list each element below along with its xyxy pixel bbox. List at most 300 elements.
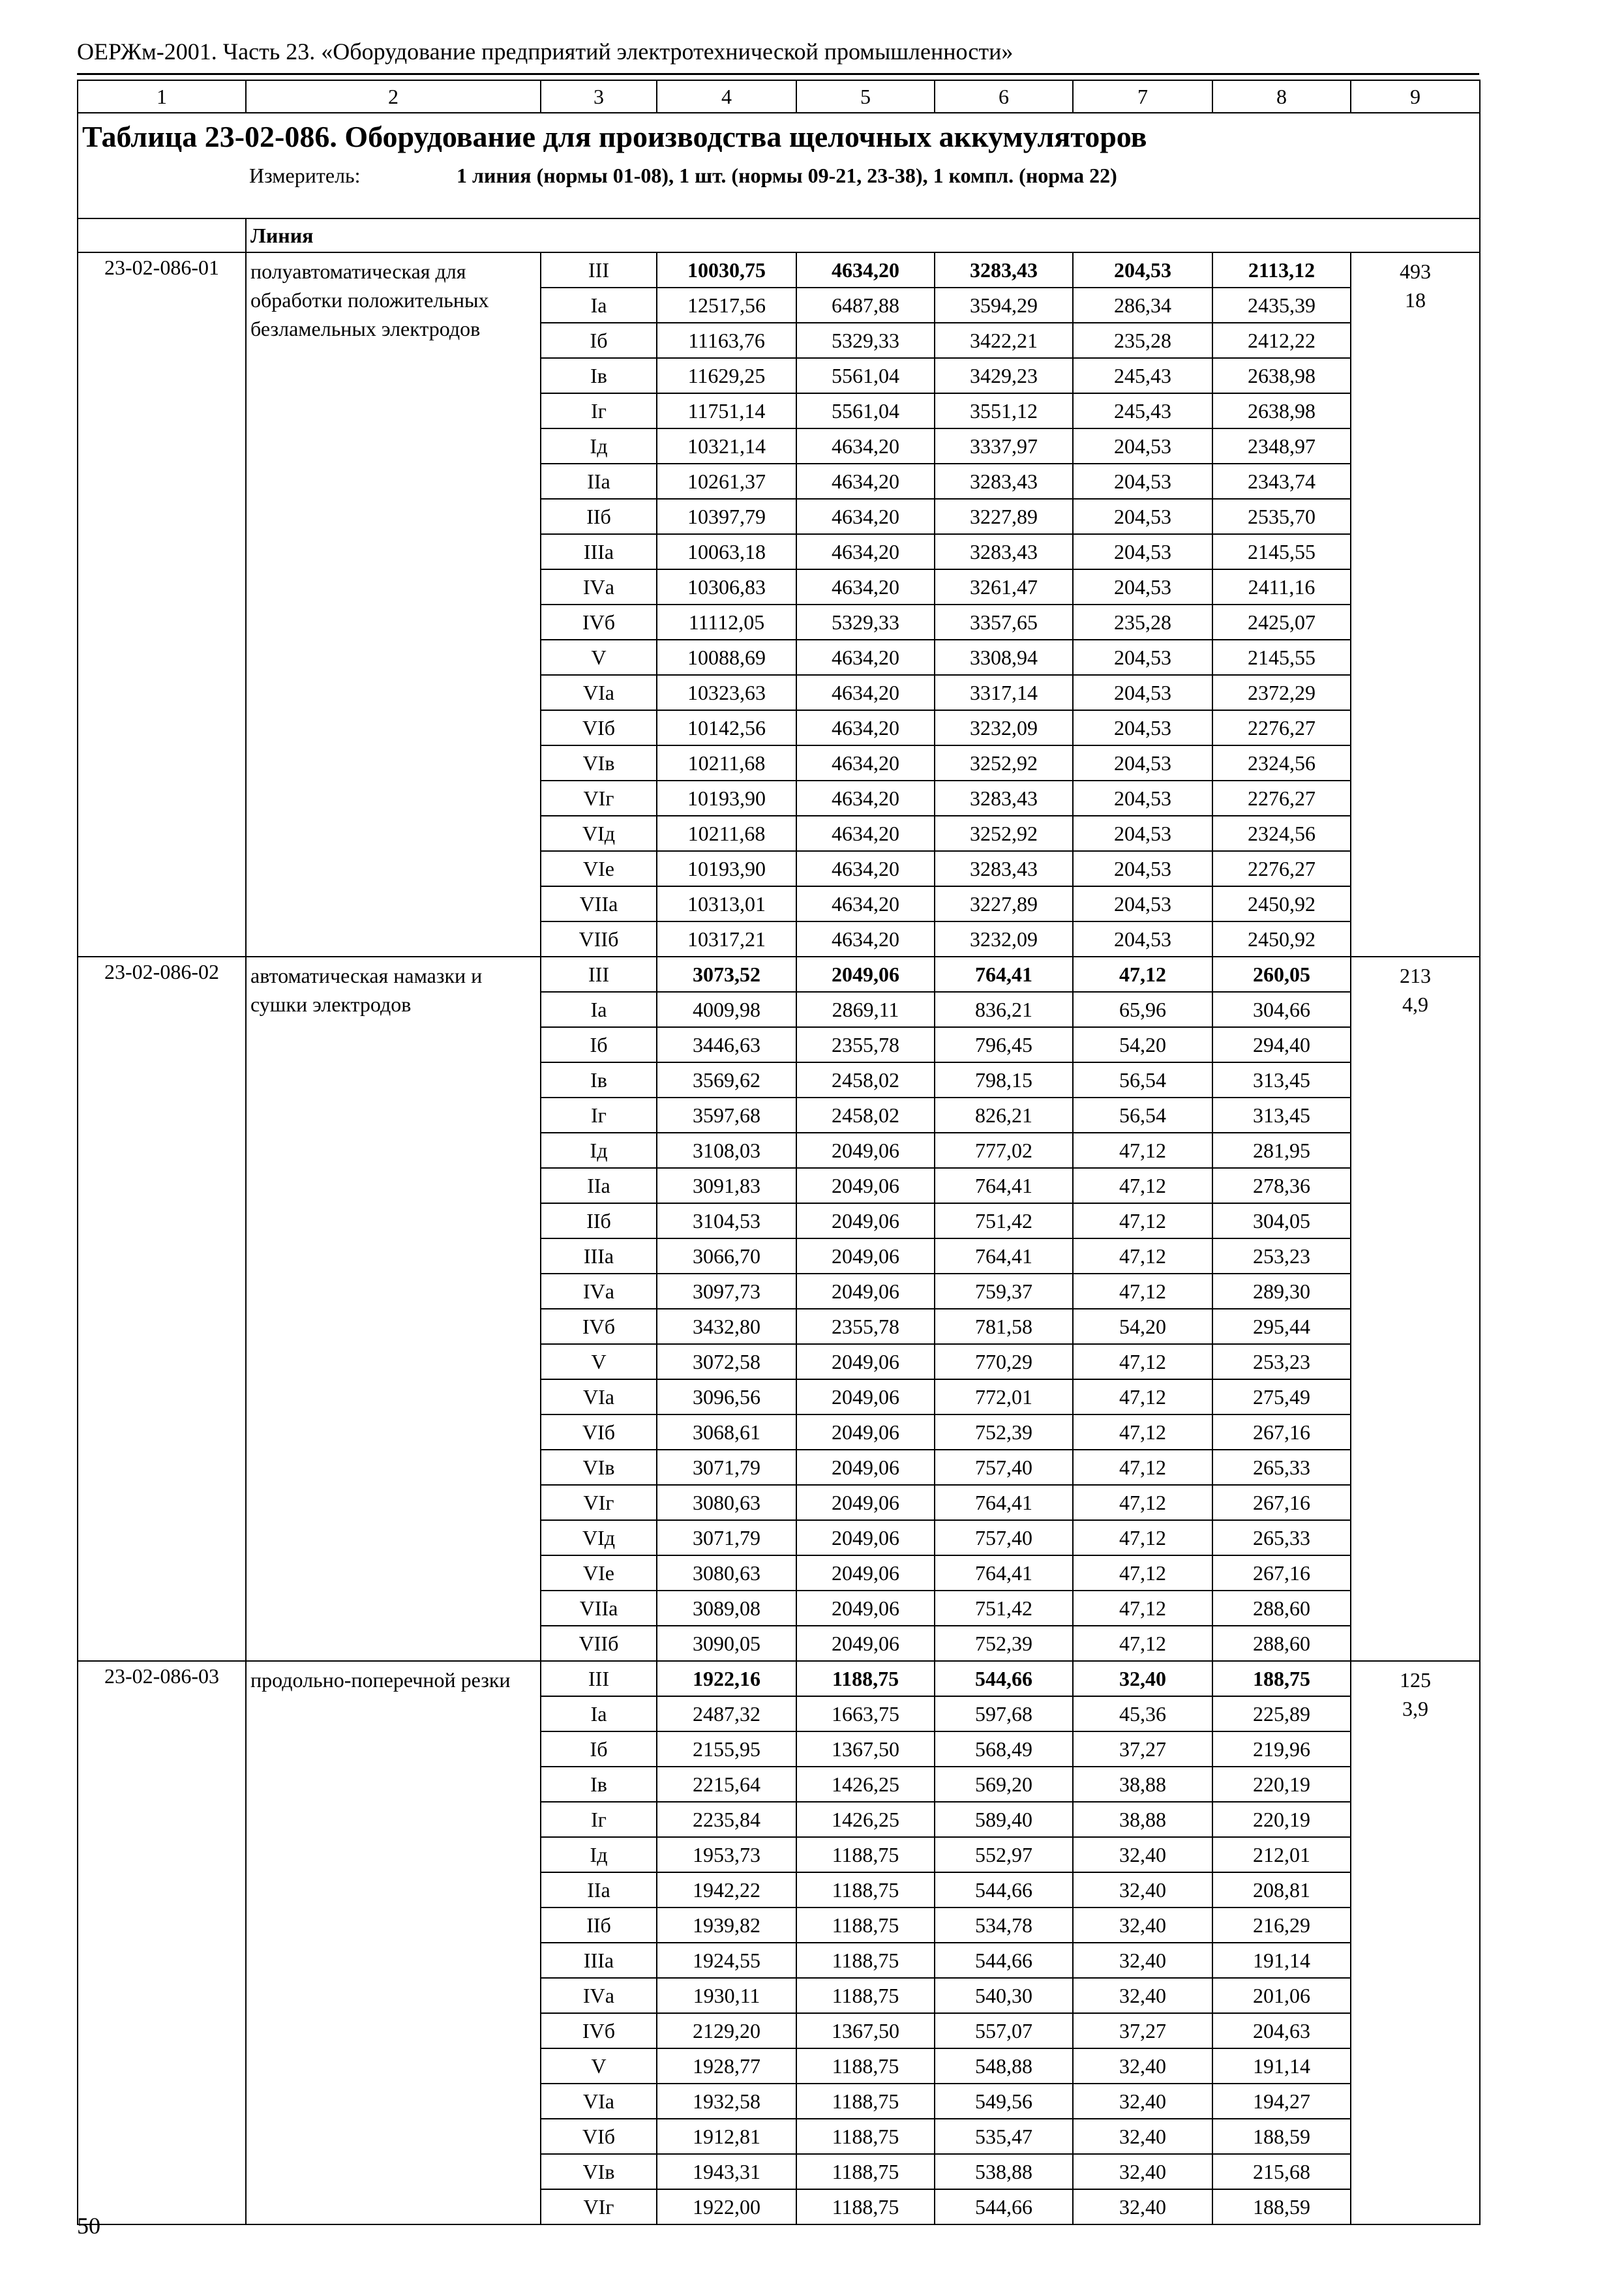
column-number: 8 <box>1212 80 1351 113</box>
value-cell: 235,28 <box>1073 323 1212 358</box>
zone-code: Iб <box>541 1027 657 1062</box>
zone-code: VIа <box>541 675 657 710</box>
value-cell: 589,40 <box>935 1802 1073 1837</box>
value-cell: 4634,20 <box>796 464 935 499</box>
value-cell: 32,40 <box>1073 1872 1212 1908</box>
zone-code: Iв <box>541 358 657 393</box>
section-row <box>78 218 1480 252</box>
value-cell: 38,88 <box>1073 1767 1212 1802</box>
value-cell: 3097,73 <box>657 1274 796 1309</box>
value-cell: 569,20 <box>935 1767 1073 1802</box>
value-cell: 10321,14 <box>657 428 796 464</box>
zone-code: VIIа <box>541 886 657 921</box>
value-cell: 548,88 <box>935 2048 1073 2084</box>
value-cell: 2113,12 <box>1212 252 1351 288</box>
value-cell: 770,29 <box>935 1344 1073 1379</box>
value-cell: 3068,61 <box>657 1414 796 1450</box>
value-cell: 2458,02 <box>796 1098 935 1133</box>
value-cell: 759,37 <box>935 1274 1073 1309</box>
column-9-value: 4,9 <box>1402 993 1428 1017</box>
value-cell: 220,19 <box>1212 1802 1351 1837</box>
meter-value: 1 линия (нормы 01-08), 1 шт. (нормы 09-21, 23-38), 1 компл. (норма 22) <box>457 163 1117 187</box>
value-cell: 2049,06 <box>796 1133 935 1168</box>
value-cell: 4634,20 <box>796 781 935 816</box>
value-cell: 2435,39 <box>1212 288 1351 323</box>
value-cell: 796,45 <box>935 1027 1073 1062</box>
zone-code: VIд <box>541 1520 657 1555</box>
meter-line <box>82 165 1475 186</box>
value-cell: 204,53 <box>1073 816 1212 851</box>
value-cell: 2049,06 <box>796 1379 935 1414</box>
value-cell: 265,33 <box>1212 1450 1351 1485</box>
title-cell <box>78 113 1480 218</box>
value-cell: 3432,80 <box>657 1309 796 1344</box>
value-cell: 6487,88 <box>796 288 935 323</box>
value-cell: 32,40 <box>1073 1943 1212 1978</box>
value-cell: 3227,89 <box>935 499 1073 534</box>
value-cell: 204,53 <box>1073 710 1212 745</box>
zone-code: VIа <box>541 2084 657 2119</box>
value-cell: 3308,94 <box>935 640 1073 675</box>
value-cell: 3071,79 <box>657 1520 796 1555</box>
value-cell: 3569,62 <box>657 1062 796 1098</box>
value-cell: 295,44 <box>1212 1309 1351 1344</box>
value-cell: 304,66 <box>1212 992 1351 1027</box>
zone-code: VIIб <box>541 921 657 957</box>
value-cell: 204,53 <box>1073 428 1212 464</box>
zone-code: VIв <box>541 1450 657 1485</box>
value-cell: 245,43 <box>1073 358 1212 393</box>
value-cell: 1188,75 <box>796 1978 935 2013</box>
value-cell: 3597,68 <box>657 1098 796 1133</box>
column-number: 9 <box>1351 80 1480 113</box>
value-cell: 751,42 <box>935 1591 1073 1626</box>
value-cell: 2638,98 <box>1212 393 1351 428</box>
value-cell: 4634,20 <box>796 745 935 781</box>
table-title: Таблица 23-02-086. Оборудование для производства щелочных аккумуляторов <box>82 120 1147 153</box>
zone-code: Iг <box>541 1802 657 1837</box>
value-cell: 3429,23 <box>935 358 1073 393</box>
value-cell: 544,66 <box>935 2189 1073 2224</box>
value-cell: 47,12 <box>1073 1414 1212 1450</box>
value-cell: 10088,69 <box>657 640 796 675</box>
value-cell: 2145,55 <box>1212 640 1351 675</box>
value-cell: 597,68 <box>935 1696 1073 1731</box>
column-9-value: 3,9 <box>1402 1697 1428 1721</box>
value-cell: 265,33 <box>1212 1520 1351 1555</box>
column-number: 6 <box>935 80 1073 113</box>
value-cell: 4634,20 <box>796 921 935 957</box>
value-cell: 11629,25 <box>657 358 796 393</box>
zone-code: Iа <box>541 992 657 1027</box>
value-cell: 1188,75 <box>796 2119 935 2154</box>
value-cell: 3337,97 <box>935 428 1073 464</box>
value-cell: 3317,14 <box>935 675 1073 710</box>
norm-description: полуавтоматическая для обработки положительных безламельных электродов <box>246 252 541 957</box>
value-cell: 47,12 <box>1073 1379 1212 1414</box>
value-cell: 47,12 <box>1073 1133 1212 1168</box>
value-cell: 2425,07 <box>1212 605 1351 640</box>
value-cell: 4634,20 <box>796 640 935 675</box>
value-cell: 549,56 <box>935 2084 1073 2119</box>
value-cell: 47,12 <box>1073 1344 1212 1379</box>
table-row <box>78 1661 1480 1696</box>
value-cell: 245,43 <box>1073 393 1212 428</box>
value-cell: 772,01 <box>935 1379 1073 1414</box>
value-cell: 47,12 <box>1073 1520 1212 1555</box>
value-cell: 289,30 <box>1212 1274 1351 1309</box>
value-cell: 752,39 <box>935 1414 1073 1450</box>
value-cell: 313,45 <box>1212 1062 1351 1098</box>
zone-code: IVб <box>541 2013 657 2048</box>
value-cell: 10030,75 <box>657 252 796 288</box>
zone-code: VIе <box>541 1555 657 1591</box>
value-cell: 826,21 <box>935 1098 1073 1133</box>
table-row <box>78 252 1480 288</box>
zone-code: VIг <box>541 2189 657 2224</box>
value-cell: 544,66 <box>935 1661 1073 1696</box>
value-cell: 204,53 <box>1073 640 1212 675</box>
zone-code: Iв <box>541 1767 657 1802</box>
value-cell: 3080,63 <box>657 1555 796 1591</box>
value-cell: 32,40 <box>1073 1837 1212 1872</box>
value-cell: 204,53 <box>1073 886 1212 921</box>
column-9-value: 493 <box>1400 260 1431 283</box>
column-number: 3 <box>541 80 657 113</box>
value-cell: 32,40 <box>1073 2084 1212 2119</box>
value-cell: 3283,43 <box>935 781 1073 816</box>
value-cell: 3091,83 <box>657 1168 796 1203</box>
value-cell: 54,20 <box>1073 1027 1212 1062</box>
value-cell: 204,53 <box>1073 499 1212 534</box>
value-cell: 4634,20 <box>796 851 935 886</box>
value-cell: 2155,95 <box>657 1731 796 1767</box>
zone-code: Iд <box>541 1837 657 1872</box>
value-cell: 2355,78 <box>796 1309 935 1344</box>
column-number-row <box>78 80 1480 113</box>
value-cell: 2049,06 <box>796 1626 935 1661</box>
norm-code: 23-02-086-02 <box>78 957 246 1661</box>
value-cell: 253,23 <box>1212 1238 1351 1274</box>
zone-code: VIа <box>541 1379 657 1414</box>
value-cell: 1426,25 <box>796 1767 935 1802</box>
value-cell: 2276,27 <box>1212 710 1351 745</box>
value-cell: 10323,63 <box>657 675 796 710</box>
section-label: Линия <box>246 218 1480 252</box>
value-cell: 1912,81 <box>657 2119 796 2154</box>
value-cell: 3071,79 <box>657 1450 796 1485</box>
value-cell: 1188,75 <box>796 2189 935 2224</box>
value-cell: 836,21 <box>935 992 1073 1027</box>
value-cell: 37,27 <box>1073 2013 1212 2048</box>
zone-code: VIб <box>541 2119 657 2154</box>
column-9-value: 213 <box>1400 964 1431 987</box>
value-cell: 54,20 <box>1073 1309 1212 1344</box>
zone-code: VIв <box>541 745 657 781</box>
value-cell: 1943,31 <box>657 2154 796 2189</box>
norm-code: 23-02-086-03 <box>78 1661 246 2224</box>
value-cell: 2049,06 <box>796 1520 935 1555</box>
value-cell: 568,49 <box>935 1731 1073 1767</box>
value-cell: 2049,06 <box>796 1344 935 1379</box>
value-cell: 4634,20 <box>796 428 935 464</box>
running-header: ОЕРЖм-2001. Часть 23. «Оборудование предприятий электротехнической промышленности» <box>77 38 1014 65</box>
value-cell: 216,29 <box>1212 1908 1351 1943</box>
zone-code: VIб <box>541 710 657 745</box>
value-cell: 757,40 <box>935 1520 1073 1555</box>
value-cell: 47,12 <box>1073 1450 1212 1485</box>
value-cell: 757,40 <box>935 1450 1073 1485</box>
value-cell: 2450,92 <box>1212 886 1351 921</box>
zone-code: Iд <box>541 1133 657 1168</box>
column-number: 2 <box>246 80 541 113</box>
value-cell: 220,19 <box>1212 1767 1351 1802</box>
zone-code: V <box>541 640 657 675</box>
value-cell: 204,63 <box>1212 2013 1351 2048</box>
column-9-value: 125 <box>1400 1668 1431 1692</box>
value-cell: 204,53 <box>1073 569 1212 605</box>
value-cell: 2372,29 <box>1212 675 1351 710</box>
value-cell: 10306,83 <box>657 569 796 605</box>
value-cell: 47,12 <box>1073 1274 1212 1309</box>
value-cell: 208,81 <box>1212 1872 1351 1908</box>
value-cell: 2355,78 <box>796 1027 935 1062</box>
zone-code: IVб <box>541 605 657 640</box>
value-cell: 4009,98 <box>657 992 796 1027</box>
zone-code: III <box>541 252 657 288</box>
value-cell: 65,96 <box>1073 992 1212 1027</box>
value-cell: 2049,06 <box>796 1203 935 1238</box>
value-cell: 4634,20 <box>796 534 935 569</box>
value-cell: 188,59 <box>1212 2119 1351 2154</box>
value-cell: 1922,16 <box>657 1661 796 1696</box>
value-cell: 3261,47 <box>935 569 1073 605</box>
zone-code: VIг <box>541 1485 657 1520</box>
meter-label: Измеритель: <box>249 163 361 187</box>
value-cell: 5329,33 <box>796 323 935 358</box>
value-cell: 32,40 <box>1073 1908 1212 1943</box>
value-cell: 10193,90 <box>657 851 796 886</box>
value-cell: 4634,20 <box>796 569 935 605</box>
value-cell: 47,12 <box>1073 1203 1212 1238</box>
value-cell: 281,95 <box>1212 1133 1351 1168</box>
value-cell: 56,54 <box>1073 1098 1212 1133</box>
value-cell: 215,68 <box>1212 2154 1351 2189</box>
value-cell: 3357,65 <box>935 605 1073 640</box>
value-cell: 777,02 <box>935 1133 1073 1168</box>
value-cell: 1188,75 <box>796 1872 935 1908</box>
value-cell: 534,78 <box>935 1908 1073 1943</box>
value-cell: 288,60 <box>1212 1626 1351 1661</box>
value-cell: 1922,00 <box>657 2189 796 2224</box>
value-cell: 304,05 <box>1212 1203 1351 1238</box>
norm-code: 23-02-086-01 <box>78 252 246 957</box>
value-cell: 194,27 <box>1212 2084 1351 2119</box>
value-cell: 188,59 <box>1212 2189 1351 2224</box>
value-cell: 288,60 <box>1212 1591 1351 1626</box>
value-cell: 2343,74 <box>1212 464 1351 499</box>
value-cell: 188,75 <box>1212 1661 1351 1696</box>
value-cell: 4634,20 <box>796 675 935 710</box>
value-cell: 10261,37 <box>657 464 796 499</box>
value-cell: 3283,43 <box>935 252 1073 288</box>
value-cell: 253,23 <box>1212 1344 1351 1379</box>
zone-code: IIа <box>541 464 657 499</box>
value-cell: 32,40 <box>1073 2048 1212 2084</box>
zone-code: Iб <box>541 1731 657 1767</box>
value-cell: 535,47 <box>935 2119 1073 2154</box>
column-number: 1 <box>78 80 246 113</box>
zone-code: IIб <box>541 1203 657 1238</box>
zone-code: IVб <box>541 1309 657 1344</box>
value-cell: 1188,75 <box>796 1908 935 1943</box>
value-cell: 781,58 <box>935 1309 1073 1344</box>
value-cell: 275,49 <box>1212 1379 1351 1414</box>
value-cell: 10142,56 <box>657 710 796 745</box>
value-cell: 204,53 <box>1073 921 1212 957</box>
zone-code: VIе <box>541 851 657 886</box>
value-cell: 1367,50 <box>796 1731 935 1767</box>
value-cell: 1188,75 <box>796 1943 935 1978</box>
zone-code: IIа <box>541 1872 657 1908</box>
value-cell: 1663,75 <box>796 1696 935 1731</box>
zone-code: IIб <box>541 1908 657 1943</box>
value-cell: 1942,22 <box>657 1872 796 1908</box>
zone-code: IIб <box>541 499 657 534</box>
value-cell: 3072,58 <box>657 1344 796 1379</box>
value-cell: 751,42 <box>935 1203 1073 1238</box>
value-cell: 10063,18 <box>657 534 796 569</box>
value-cell: 2276,27 <box>1212 781 1351 816</box>
value-cell: 2049,06 <box>796 1168 935 1203</box>
value-cell: 32,40 <box>1073 2154 1212 2189</box>
value-cell: 10317,21 <box>657 921 796 957</box>
value-cell: 764,41 <box>935 1168 1073 1203</box>
value-cell: 56,54 <box>1073 1062 1212 1098</box>
value-cell: 10211,68 <box>657 816 796 851</box>
value-cell: 3551,12 <box>935 393 1073 428</box>
value-cell: 204,53 <box>1073 745 1212 781</box>
value-cell: 11112,05 <box>657 605 796 640</box>
value-cell: 3096,56 <box>657 1379 796 1414</box>
value-cell: 2535,70 <box>1212 499 1351 534</box>
column-number: 5 <box>796 80 935 113</box>
value-cell: 798,15 <box>935 1062 1073 1098</box>
value-cell: 10193,90 <box>657 781 796 816</box>
zone-code: Iг <box>541 393 657 428</box>
column-9-cell <box>1351 252 1480 957</box>
value-cell: 47,12 <box>1073 1555 1212 1591</box>
value-cell: 278,36 <box>1212 1168 1351 1203</box>
value-cell: 540,30 <box>935 1978 1073 2013</box>
value-cell: 2276,27 <box>1212 851 1351 886</box>
zone-code: VIб <box>541 1414 657 1450</box>
value-cell: 10211,68 <box>657 745 796 781</box>
value-cell: 4634,20 <box>796 499 935 534</box>
value-cell: 3232,09 <box>935 921 1073 957</box>
value-cell: 3108,03 <box>657 1133 796 1168</box>
value-cell: 47,12 <box>1073 1626 1212 1661</box>
value-cell: 764,41 <box>935 1238 1073 1274</box>
zone-code: V <box>541 2048 657 2084</box>
section-empty-cell <box>78 218 246 252</box>
value-cell: 2049,06 <box>796 957 935 992</box>
value-cell: 1930,11 <box>657 1978 796 2013</box>
column-number: 7 <box>1073 80 1212 113</box>
value-cell: 32,40 <box>1073 1978 1212 2013</box>
zone-code: VIв <box>541 2154 657 2189</box>
page-number: 50 <box>77 2213 100 2239</box>
norms-table <box>77 80 1481 2225</box>
value-cell: 47,12 <box>1073 1485 1212 1520</box>
value-cell: 552,97 <box>935 1837 1073 1872</box>
value-cell: 1367,50 <box>796 2013 935 2048</box>
value-cell: 1188,75 <box>796 1661 935 1696</box>
zone-code: VIг <box>541 781 657 816</box>
value-cell: 2049,06 <box>796 1485 935 1520</box>
value-cell: 3073,52 <box>657 957 796 992</box>
value-cell: 2487,32 <box>657 1696 796 1731</box>
value-cell: 260,05 <box>1212 957 1351 992</box>
value-cell: 204,53 <box>1073 781 1212 816</box>
value-cell: 235,28 <box>1073 605 1212 640</box>
value-cell: 2049,06 <box>796 1450 935 1485</box>
value-cell: 294,40 <box>1212 1027 1351 1062</box>
zone-code: Iг <box>541 1098 657 1133</box>
value-cell: 557,07 <box>935 2013 1073 2048</box>
value-cell: 3089,08 <box>657 1591 796 1626</box>
zone-code: IVа <box>541 569 657 605</box>
value-cell: 4634,20 <box>796 252 935 288</box>
value-cell: 10397,79 <box>657 499 796 534</box>
zone-code: IIIа <box>541 1238 657 1274</box>
value-cell: 10313,01 <box>657 886 796 921</box>
value-cell: 2049,06 <box>796 1555 935 1591</box>
value-cell: 764,41 <box>935 1485 1073 1520</box>
zone-code: III <box>541 1661 657 1696</box>
column-9-value: 18 <box>1405 288 1426 312</box>
value-cell: 11751,14 <box>657 393 796 428</box>
value-cell: 204,53 <box>1073 252 1212 288</box>
value-cell: 32,40 <box>1073 1661 1212 1696</box>
column-9-cell <box>1351 957 1480 1661</box>
value-cell: 2324,56 <box>1212 745 1351 781</box>
value-cell: 225,89 <box>1212 1696 1351 1731</box>
header-rule <box>77 73 1479 75</box>
zone-code: Iд <box>541 428 657 464</box>
value-cell: 2049,06 <box>796 1274 935 1309</box>
value-cell: 3446,63 <box>657 1027 796 1062</box>
value-cell: 2348,97 <box>1212 428 1351 464</box>
value-cell: 2869,11 <box>796 992 935 1027</box>
zone-code: IVа <box>541 1978 657 2013</box>
value-cell: 286,34 <box>1073 288 1212 323</box>
value-cell: 752,39 <box>935 1626 1073 1661</box>
value-cell: 3080,63 <box>657 1485 796 1520</box>
zone-code: IIа <box>541 1168 657 1203</box>
zone-code: VIд <box>541 816 657 851</box>
value-cell: 47,12 <box>1073 1238 1212 1274</box>
value-cell: 1953,73 <box>657 1837 796 1872</box>
value-cell: 191,14 <box>1212 2048 1351 2084</box>
value-cell: 3252,92 <box>935 745 1073 781</box>
norm-description: автоматическая намазки и сушки электродов <box>246 957 541 1661</box>
value-cell: 1188,75 <box>796 1837 935 1872</box>
value-cell: 3422,21 <box>935 323 1073 358</box>
value-cell: 201,06 <box>1212 1978 1351 2013</box>
value-cell: 2049,06 <box>796 1591 935 1626</box>
value-cell: 544,66 <box>935 1872 1073 1908</box>
